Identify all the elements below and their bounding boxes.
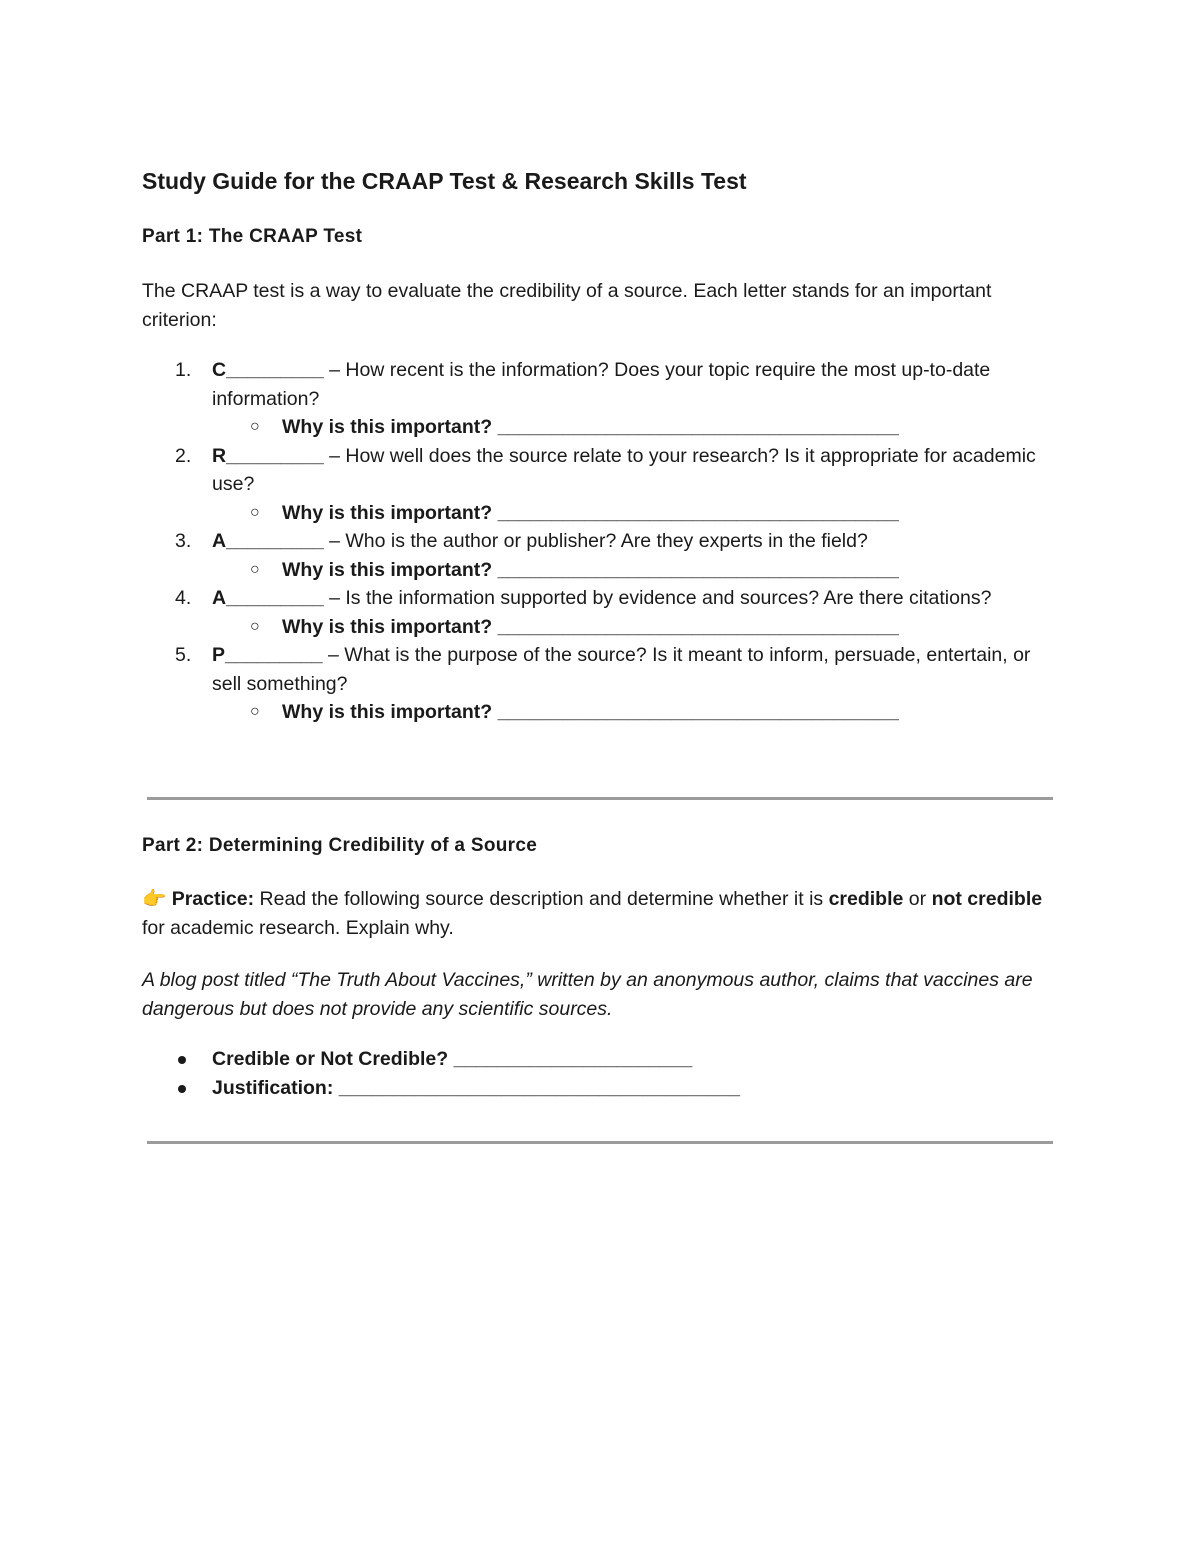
bullet-label: Credible or Not Credible?: [212, 1048, 449, 1070]
why-label: Why is this important?: [282, 701, 493, 723]
answer-bullet-list: [142, 1045, 1058, 1102]
list-item: [142, 1074, 1058, 1103]
criterion-description: – Who is the author or publisher? Are they experts in the field?: [323, 530, 868, 552]
item-number: 5.: [175, 644, 192, 666]
hollow-bullet-icon: ○: [250, 418, 260, 435]
hollow-bullet-icon: ○: [250, 560, 260, 578]
criterion-description: – Is the information supported by evidence and sources? Are there citations?: [323, 587, 992, 609]
why-important-line: [142, 613, 1058, 642]
why-answer-blank: _____________________________________: [492, 701, 899, 723]
criterion-description: – How recent is the information? Does your topic require the most up-to-date information?: [212, 359, 991, 410]
criterion-blank: A_________: [212, 587, 324, 609]
criteria-item: [142, 584, 1058, 613]
criterion-blank: C_________: [212, 359, 324, 381]
part1-intro: The CRAAP test is a way to evaluate the credibility of a source. Each letter stands for an important criterion:: [142, 280, 992, 331]
practice-instructions: [142, 885, 1052, 942]
item-number: 1.: [175, 359, 192, 381]
criterion-description: – How well does the source relate to your research? Is it appropriate for academic use?: [212, 444, 1036, 495]
practice-text-end: for academic research. Explain why.: [142, 916, 454, 939]
criterion-blank: R_________: [212, 444, 324, 467]
item-number: 2.: [175, 444, 192, 467]
why-important-line: [142, 698, 1058, 727]
answer-blank: ______________________: [448, 1048, 693, 1070]
practice-text: Read the following source description and determine whether it is: [254, 888, 829, 910]
hollow-bullet-icon: ○: [250, 617, 260, 635]
answer-blank: _____________________________________: [333, 1076, 741, 1099]
why-label: Why is this important?: [282, 501, 493, 524]
why-answer-blank: _____________________________________: [492, 615, 899, 638]
why-label: Why is this important?: [282, 416, 493, 438]
horizontal-rule: [147, 797, 1053, 800]
criteria-item: [142, 356, 1058, 413]
page-title: Study Guide for the CRAAP Test & Research Skills Test: [142, 168, 747, 194]
part1-heading: Part 1: The CRAAP Test: [142, 226, 363, 247]
why-important-line: [142, 499, 1058, 528]
source-scenario: A blog post titled “The Truth About Vaccines,” written by an anonymous author, claims that vaccines are dangerous but does not provide any scientific sources.: [142, 969, 1033, 1020]
why-important-line: [142, 556, 1058, 585]
bullet-label: Justification:: [212, 1076, 334, 1099]
criterion-blank: A_________: [212, 530, 324, 552]
criteria-item: [142, 527, 1058, 556]
item-number: 3.: [175, 530, 192, 552]
hollow-bullet-icon: ○: [250, 503, 260, 521]
not-credible-term: not credible: [931, 888, 1043, 910]
hollow-bullet-icon: ○: [250, 703, 260, 720]
craap-criteria-list: [142, 356, 1058, 727]
list-item: [142, 1045, 1058, 1074]
criterion-blank: P_________: [212, 644, 323, 666]
bullet-dot-icon: [178, 1085, 186, 1093]
bullet-dot-icon: [178, 1056, 186, 1064]
item-number: 4.: [175, 587, 192, 609]
criteria-item: [142, 641, 1058, 698]
horizontal-rule: [147, 1141, 1053, 1144]
why-answer-blank: _____________________________________: [492, 558, 899, 581]
pointing-hand-icon: 👉: [142, 888, 167, 910]
part2-heading: Part 2: Determining Credibility of a Source: [142, 835, 538, 856]
why-important-line: [142, 413, 1058, 442]
why-answer-blank: _____________________________________: [492, 416, 899, 438]
why-answer-blank: _____________________________________: [492, 501, 899, 524]
credible-term: credible: [828, 888, 904, 910]
why-label: Why is this important?: [282, 615, 493, 638]
practice-label: Practice:: [171, 888, 255, 910]
criteria-item: [142, 442, 1058, 499]
criterion-description: – What is the purpose of the source? Is it meant to inform, persuade, entertain, or sell something?: [212, 644, 1031, 695]
why-label: Why is this important?: [282, 558, 493, 581]
or-word: or: [903, 888, 932, 910]
